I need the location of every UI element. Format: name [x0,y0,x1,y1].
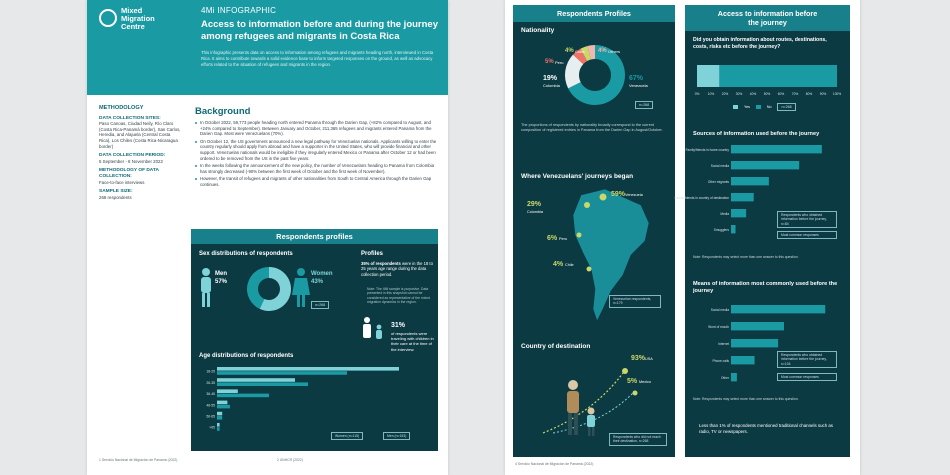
bar [217,378,295,382]
access-information-panel [674,5,850,457]
family-icon [359,315,389,343]
means-bar-chart [693,303,843,395]
globe-icon [99,9,117,27]
tick-label: 50% [763,92,771,96]
bar [731,373,737,381]
map-colombia-pct: 29% [527,201,542,208]
children-pct: 31% [391,322,406,329]
tick-label: 30% [735,92,743,96]
tick-label: 80% [805,92,813,96]
infographic-page-1 [87,0,448,475]
category-label: 18-25 [206,369,215,374]
legend-women: Women (n=115) [331,432,363,440]
sources-legend-2: Most common responses [777,231,837,239]
logo-line-3: Centre [121,22,145,31]
logo-line-2: Migration [121,14,155,23]
bar [217,427,220,431]
intro-text: This infographic presents data on access to information among refugees and migrants heading north, interviewed in Costa Rica. It aims to contribute towards a solid evidence base to inform targeted responses on the ground, as well as advocacy efforts related to the situation of refugees and migrants in the region. [201,50,434,67]
nat-n: n=268 [635,101,653,109]
mexico-pct: 5% [627,378,638,385]
usa-pct: 93% [631,355,646,362]
bottom-callout: Less than 1% of respondents mentioned traditional channels such as radio, TV or newspapers. [699,423,834,434]
q1-text: Did you obtain information about routes, destinations, costs, risks etc before the journey? [693,37,827,50]
sex-donut-chart [247,267,291,311]
woman-icon [292,268,310,307]
bar [217,423,220,427]
nat-others-pct: 4% [598,48,607,54]
nat-peru: Peru [555,60,564,65]
logo-line-1: Mixed [121,6,143,15]
mmc-logo [99,7,177,41]
women-label: Women [311,271,333,277]
category-label: Internet [718,342,729,346]
men-label: Men [215,271,227,277]
bar [217,401,227,405]
category-label: Social media [710,164,729,168]
nat-cuba-pct: 4% [565,48,574,54]
bar [731,305,825,313]
means-note: Note: Respondents may select more than one answer to this question. [693,397,799,401]
category-label: Media [720,212,729,216]
nat-venezuela: Venezuela [629,83,648,88]
migrant-adult-icon [567,380,579,435]
bar [731,177,769,185]
footnote-2: 2 UNHCR (2022) [277,458,303,462]
bar-yes [697,65,719,87]
pin-icon [633,391,638,396]
category-label: Other migrants [707,180,729,184]
sources-legend-1: Respondents who obtained information before the journey, n=84 [777,211,837,228]
q1-stacked-bar [693,59,843,107]
bar-no [719,65,837,87]
map-n: Venezuelan respondents, n=179 [609,295,661,308]
page-title: Access to information before and during the journey among refugees and migrants in Costa Rica [201,19,438,42]
header-banner [87,0,448,95]
category-label: 46-55 [206,403,215,408]
bar [217,412,222,416]
map-chile: Chile [565,263,574,267]
nat-colombia-pct: 19% [543,75,558,82]
category-label: 36-45 [206,392,215,397]
background-item: In October 2022, 59,773 people heading north entered Panama through the Darien Gap, (+82% compared to August, and +24% compared to September). Between January and October, 211,365 refugees and migrants entered Panama from the Darien Gap. Most were Venezuelans (70%). [195,120,438,137]
nat-note: The proportions of respondents by nationality broadly correspond to the current composition of registered entries in Panama from the Darien Gap in August/October. [521,123,663,132]
dest-note: Respondents who did not reach their destination, n=268 [609,433,667,446]
map-peru-pct: 6% [547,235,558,242]
bar [731,322,784,330]
legend-swatch-yes [733,105,738,109]
map-chile-pct: 4% [553,261,564,268]
children-text: of respondents were traveling with children in their care at the time of the interview. [391,331,434,352]
q1-legend: Yes No n=268 [733,103,796,111]
background-item: On October 12, the US government announced a new legal pathway for Venezuelan nationals. Applicants willing to enter the country regularly should apply from abroad and have a supporter in the United States, who will provide financial and other support. Venezuelan nationals would be ineligible if they irregularly entered Mexico or Panama after October 12 or had been ordered to be removed from the US in the past five years. [195,139,438,161]
background-item: In the weeks following the announcement of the new policy, the number of Venezuelans heading to Panama from Colombia has strongly decreased (-90% between the first week of October and the first week of November). [195,163,438,174]
sample-value: 268 respondents [99,194,132,200]
bar [731,225,736,233]
method-value: Face-to-face interviews [99,179,145,185]
infographic-page-2 [505,0,860,475]
tick-label: 60% [777,92,785,96]
category-label: Word of mouth [708,325,729,329]
pin-icon [577,233,582,238]
women-pct: 43% [311,279,324,285]
sample-label: SAMPLE SIZE: [99,189,133,195]
nat-cuba: Cuba [575,49,585,54]
legend-swatch-no [756,105,761,109]
mexico-label: Mexico [639,380,652,384]
footnote-1: 1 Servicio Nacional de Migración de Panamá (2022) [99,458,178,462]
profiles-band: Respondents profiles [191,229,438,244]
kicker: 4Mi INFOGRAPHIC [201,6,277,15]
pin-icon [584,202,590,208]
nat-colombia: Colombia [543,83,560,88]
map-peru: Peru [559,237,568,241]
destination-illustration [533,353,663,443]
category-label: Family/friends in home country [685,148,729,152]
category-label: Phone calls [712,359,729,363]
map-venezuela: Venezuela [625,193,643,197]
left-band: Respondents Profiles [513,5,675,22]
nat-venezuela-pct: 67% [629,75,644,82]
tick-label: 90% [819,92,827,96]
pin-icon [622,368,628,374]
profiles-bullet: 35% of respondents were in the 18 to 25 years age range during the data collection period. [361,261,433,277]
usa-label: USA [645,357,653,361]
bar [217,367,399,371]
bar [731,356,755,364]
pin-icon [587,267,592,272]
tick-label: 40% [749,92,757,96]
methodology-heading: METHODOLOGY [99,105,144,111]
means-title: Means of information most commonly used before the journey [693,281,838,294]
sites-label: DATA COLLECTION SITES: [99,115,161,121]
map-colombia: Colombia [527,210,544,214]
nat-others: Others [608,49,621,54]
category-label: Smugglers [713,228,729,232]
tick-label: 20% [721,92,729,96]
methodology-column [99,106,181,202]
bar [731,339,778,347]
period-value: 5 September - 8 November 2022 [99,158,163,164]
nationality-title: Nationality [521,27,555,34]
legend-men: Men (n=153) [383,432,410,440]
bar [217,389,238,393]
age-title: Age distributions of respondents [199,353,294,359]
bar [731,161,799,169]
bar [731,193,754,201]
respondents-profiles-panel [513,5,675,457]
category-label: Family/friends in country of destination [674,196,729,200]
map-venezuela-pct: 59% [611,191,626,198]
tick-label: 100% [832,92,842,96]
method-label: METHODOLOGY OF DATA COLLECTION: [99,168,159,179]
tick-label: 0% [694,92,700,96]
category-label: 26-35 [206,380,215,385]
man-icon [201,268,211,307]
tick-label: 10% [707,92,715,96]
background-list [195,120,438,190]
category-label: >65 [209,425,215,430]
sources-note: Note: Respondents may select more than one answer to this question. [693,255,799,259]
footnote-4: 4 Servicio Nacional de Migración de Panamá (2022) [515,462,594,466]
means-legend-1: Respondents who obtained information before the journey, n=104 [777,351,837,368]
right-band: Access to information before the journey [685,5,850,31]
background-title: Background [195,106,251,117]
category-label: Other [721,376,729,380]
means-legend-2: Most common responses [777,373,837,381]
bar [217,394,269,398]
profiles-note: Note: The 4Mi sample is purposive. Data presented in this snapshot cannot be considered as representative of the mixed migration dynamics in the region. [367,287,430,305]
nat-peru-pct: 5% [545,59,554,65]
category-label: Social media [710,308,729,312]
sex-n: n=268 [311,301,329,309]
pin-icon [600,194,607,201]
bar [217,405,230,409]
category-label: 56-65 [206,414,215,419]
sources-title: Sources of information used before the journey [693,131,820,137]
period-label: DATA COLLECTION PERIOD: [99,153,166,159]
migrant-child-icon [587,408,595,437]
background-item: However, the transit of refugees and migrants of other nationalities from South to Central America through the Darien Gap continues. [195,176,438,187]
tick-label: 70% [791,92,799,96]
bar [217,371,347,375]
destination-title: Country of destination [521,343,591,350]
sites-value: Paso Canoas, Ciudad Neily, Río Claro (Costa Rica-Panamá border), San Carlos, Heredia, and Alajuela (Central Costa Rica), Los Chiles (Costa Rica-Nicaragua border) [99,121,181,149]
bar [217,416,222,420]
bar [731,209,746,217]
sex-title: Sex distributions of respondents [199,251,293,257]
journeys-title: Where Venezuelans' journeys began [521,173,634,180]
bar [731,145,822,153]
bar [217,382,308,386]
profiles-panel [191,229,438,451]
men-pct: 57% [215,279,228,285]
profiles-title: Profiles [361,251,384,257]
